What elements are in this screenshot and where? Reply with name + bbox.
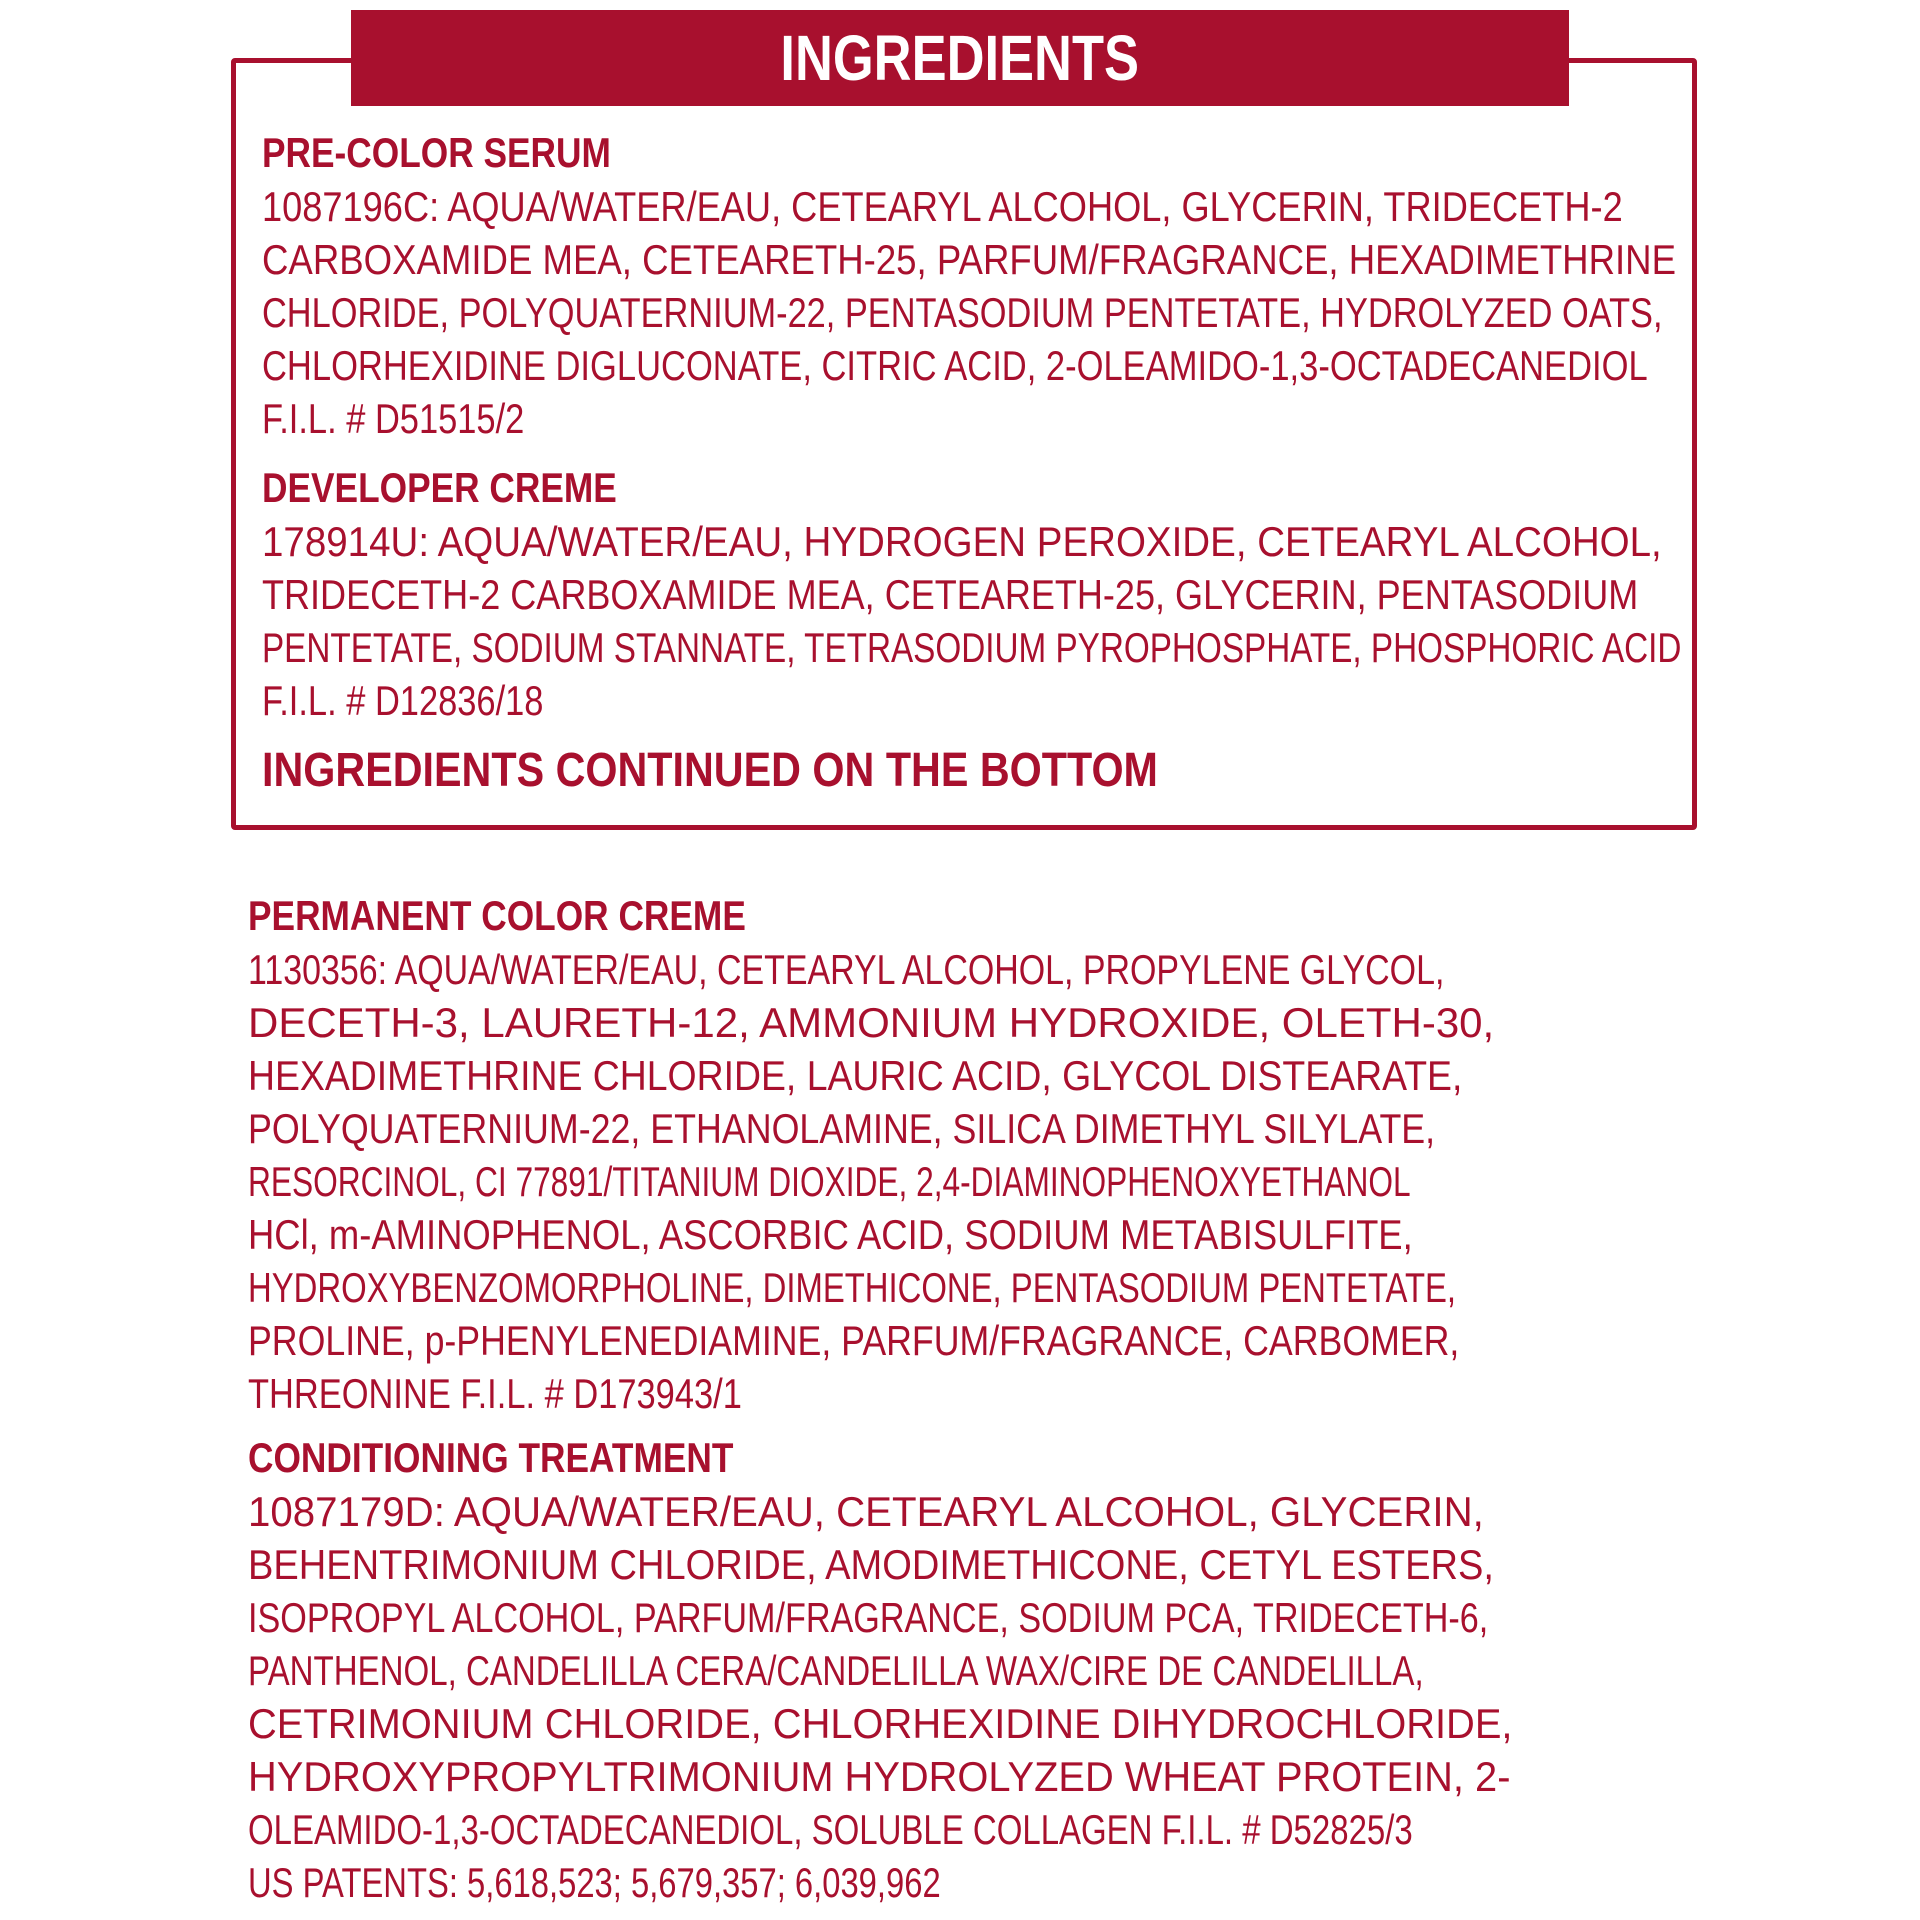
ingredients-banner xyxy=(351,10,1569,106)
ingredient-line: THREONINE F.I.L. # D173943/1 xyxy=(248,1370,742,1417)
ingredient-line: PROLINE, p-PHENYLENEDIAMINE, PARFUM/FRAGRANCE, CARBOMER, xyxy=(248,1317,1460,1364)
ingredient-line: CETRIMONIUM CHLORIDE, CHLORHEXIDINE DIHYDROCHLORIDE, xyxy=(248,1700,1513,1747)
ingredient-line: HYDROXYPROPYLTRIMONIUM HYDROLYZED WHEAT PROTEIN, 2- xyxy=(248,1753,1511,1800)
ingredient-line: PENTETATE, SODIUM STANNATE, TETRASODIUM PYROPHOSPHATE, PHOSPHORIC ACID xyxy=(262,624,1682,671)
ingredient-line: RESORCINOL, CI 77891/TITANIUM DIOXIDE, 2,4-DIAMINOPHENOXYETHANOL xyxy=(248,1158,1411,1205)
developer-creme-section xyxy=(262,461,1920,727)
ingredient-line: 1087196C: AQUA/WATER/EAU, CETEARYL ALCOHOL, GLYCERIN, TRIDECETH-2 xyxy=(262,183,1623,230)
ingredient-line: PANTHENOL, CANDELILLA CERA/CANDELILLA WAX/CIRE DE CANDELILLA, xyxy=(248,1647,1424,1694)
permanent-color-creme-section xyxy=(248,889,1793,1420)
continued-note: INGREDIENTS CONTINUED ON THE BOTTOM xyxy=(262,744,1158,797)
ingredient-line: POLYQUATERNIUM-22, ETHANOLAMINE, SILICA DIMETHYL SILYLATE, xyxy=(248,1105,1436,1152)
conditioning-treatment-heading: CONDITIONING TREATMENT xyxy=(248,1434,734,1481)
ingredient-line: HCl, m-AMINOPHENOL, ASCORBIC ACID, SODIUM METABISULFITE, xyxy=(248,1211,1413,1258)
ingredient-line: 1087179D: AQUA/WATER/EAU, CETEARYL ALCOHOL, GLYCERIN, xyxy=(248,1488,1484,1535)
ingredient-line: HEXADIMETHRINE CHLORIDE, LAURIC ACID, GLYCOL DISTEARATE, xyxy=(248,1052,1463,1099)
ingredient-line: US PATENTS: 5,618,523; 5,679,357; 6,039,962 xyxy=(248,1859,941,1906)
ingredient-line: CARBOXAMIDE MEA, CETEARETH-25, PARFUM/FRAGRANCE, HEXADIMETHRINE xyxy=(262,236,1677,283)
ingredient-line: OLEAMIDO-1,3-OCTADECANEDIOL, SOLUBLE COLLAGEN F.I.L. # D52825/3 xyxy=(248,1806,1413,1853)
ingredient-line: 178914U: AQUA/WATER/EAU, HYDROGEN PEROXIDE, CETEARYL ALCOHOL, xyxy=(262,518,1662,565)
conditioning-treatment-section xyxy=(248,1431,1773,1909)
banner-title: INGREDIENTS xyxy=(780,22,1140,94)
ingredient-line: F.I.L. # D12836/18 xyxy=(262,677,544,724)
ingredient-line: TRIDECETH-2 CARBOXAMIDE MEA, CETEARETH-25, GLYCERIN, PENTASODIUM xyxy=(262,571,1639,618)
pre-color-serum-section xyxy=(262,126,1920,445)
ingredient-line: CHLORHEXIDINE DIGLUCONATE, CITRIC ACID, 2-OLEAMIDO-1,3-OCTADECANEDIOL xyxy=(262,342,1648,389)
pre-color-serum-heading: PRE-COLOR SERUM xyxy=(262,129,611,176)
ingredient-line: 1130356: AQUA/WATER/EAU, CETEARYL ALCOHOL, PROPYLENE GLYCOL, xyxy=(248,946,1445,993)
permanent-color-creme-heading: PERMANENT COLOR CREME xyxy=(248,892,746,939)
ingredient-line: HYDROXYBENZOMORPHOLINE, DIMETHICONE, PENTASODIUM PENTETATE, xyxy=(248,1264,1457,1311)
developer-creme-heading: DEVELOPER CREME xyxy=(262,464,617,511)
ingredient-line: DECETH-3, LAURETH-12, AMMONIUM HYDROXIDE, OLETH-30, xyxy=(248,999,1495,1046)
ingredient-line: F.I.L. # D51515/2 xyxy=(262,395,525,442)
ingredient-line: CHLORIDE, POLYQUATERNIUM-22, PENTASODIUM PENTETATE, HYDROLYZED OATS, xyxy=(262,289,1663,336)
ingredient-line: BEHENTRIMONIUM CHLORIDE, AMODIMETHICONE, CETYL ESTERS, xyxy=(248,1541,1494,1588)
ingredient-line: ISOPROPYL ALCOHOL, PARFUM/FRAGRANCE, SODIUM PCA, TRIDECETH-6, xyxy=(248,1594,1489,1641)
